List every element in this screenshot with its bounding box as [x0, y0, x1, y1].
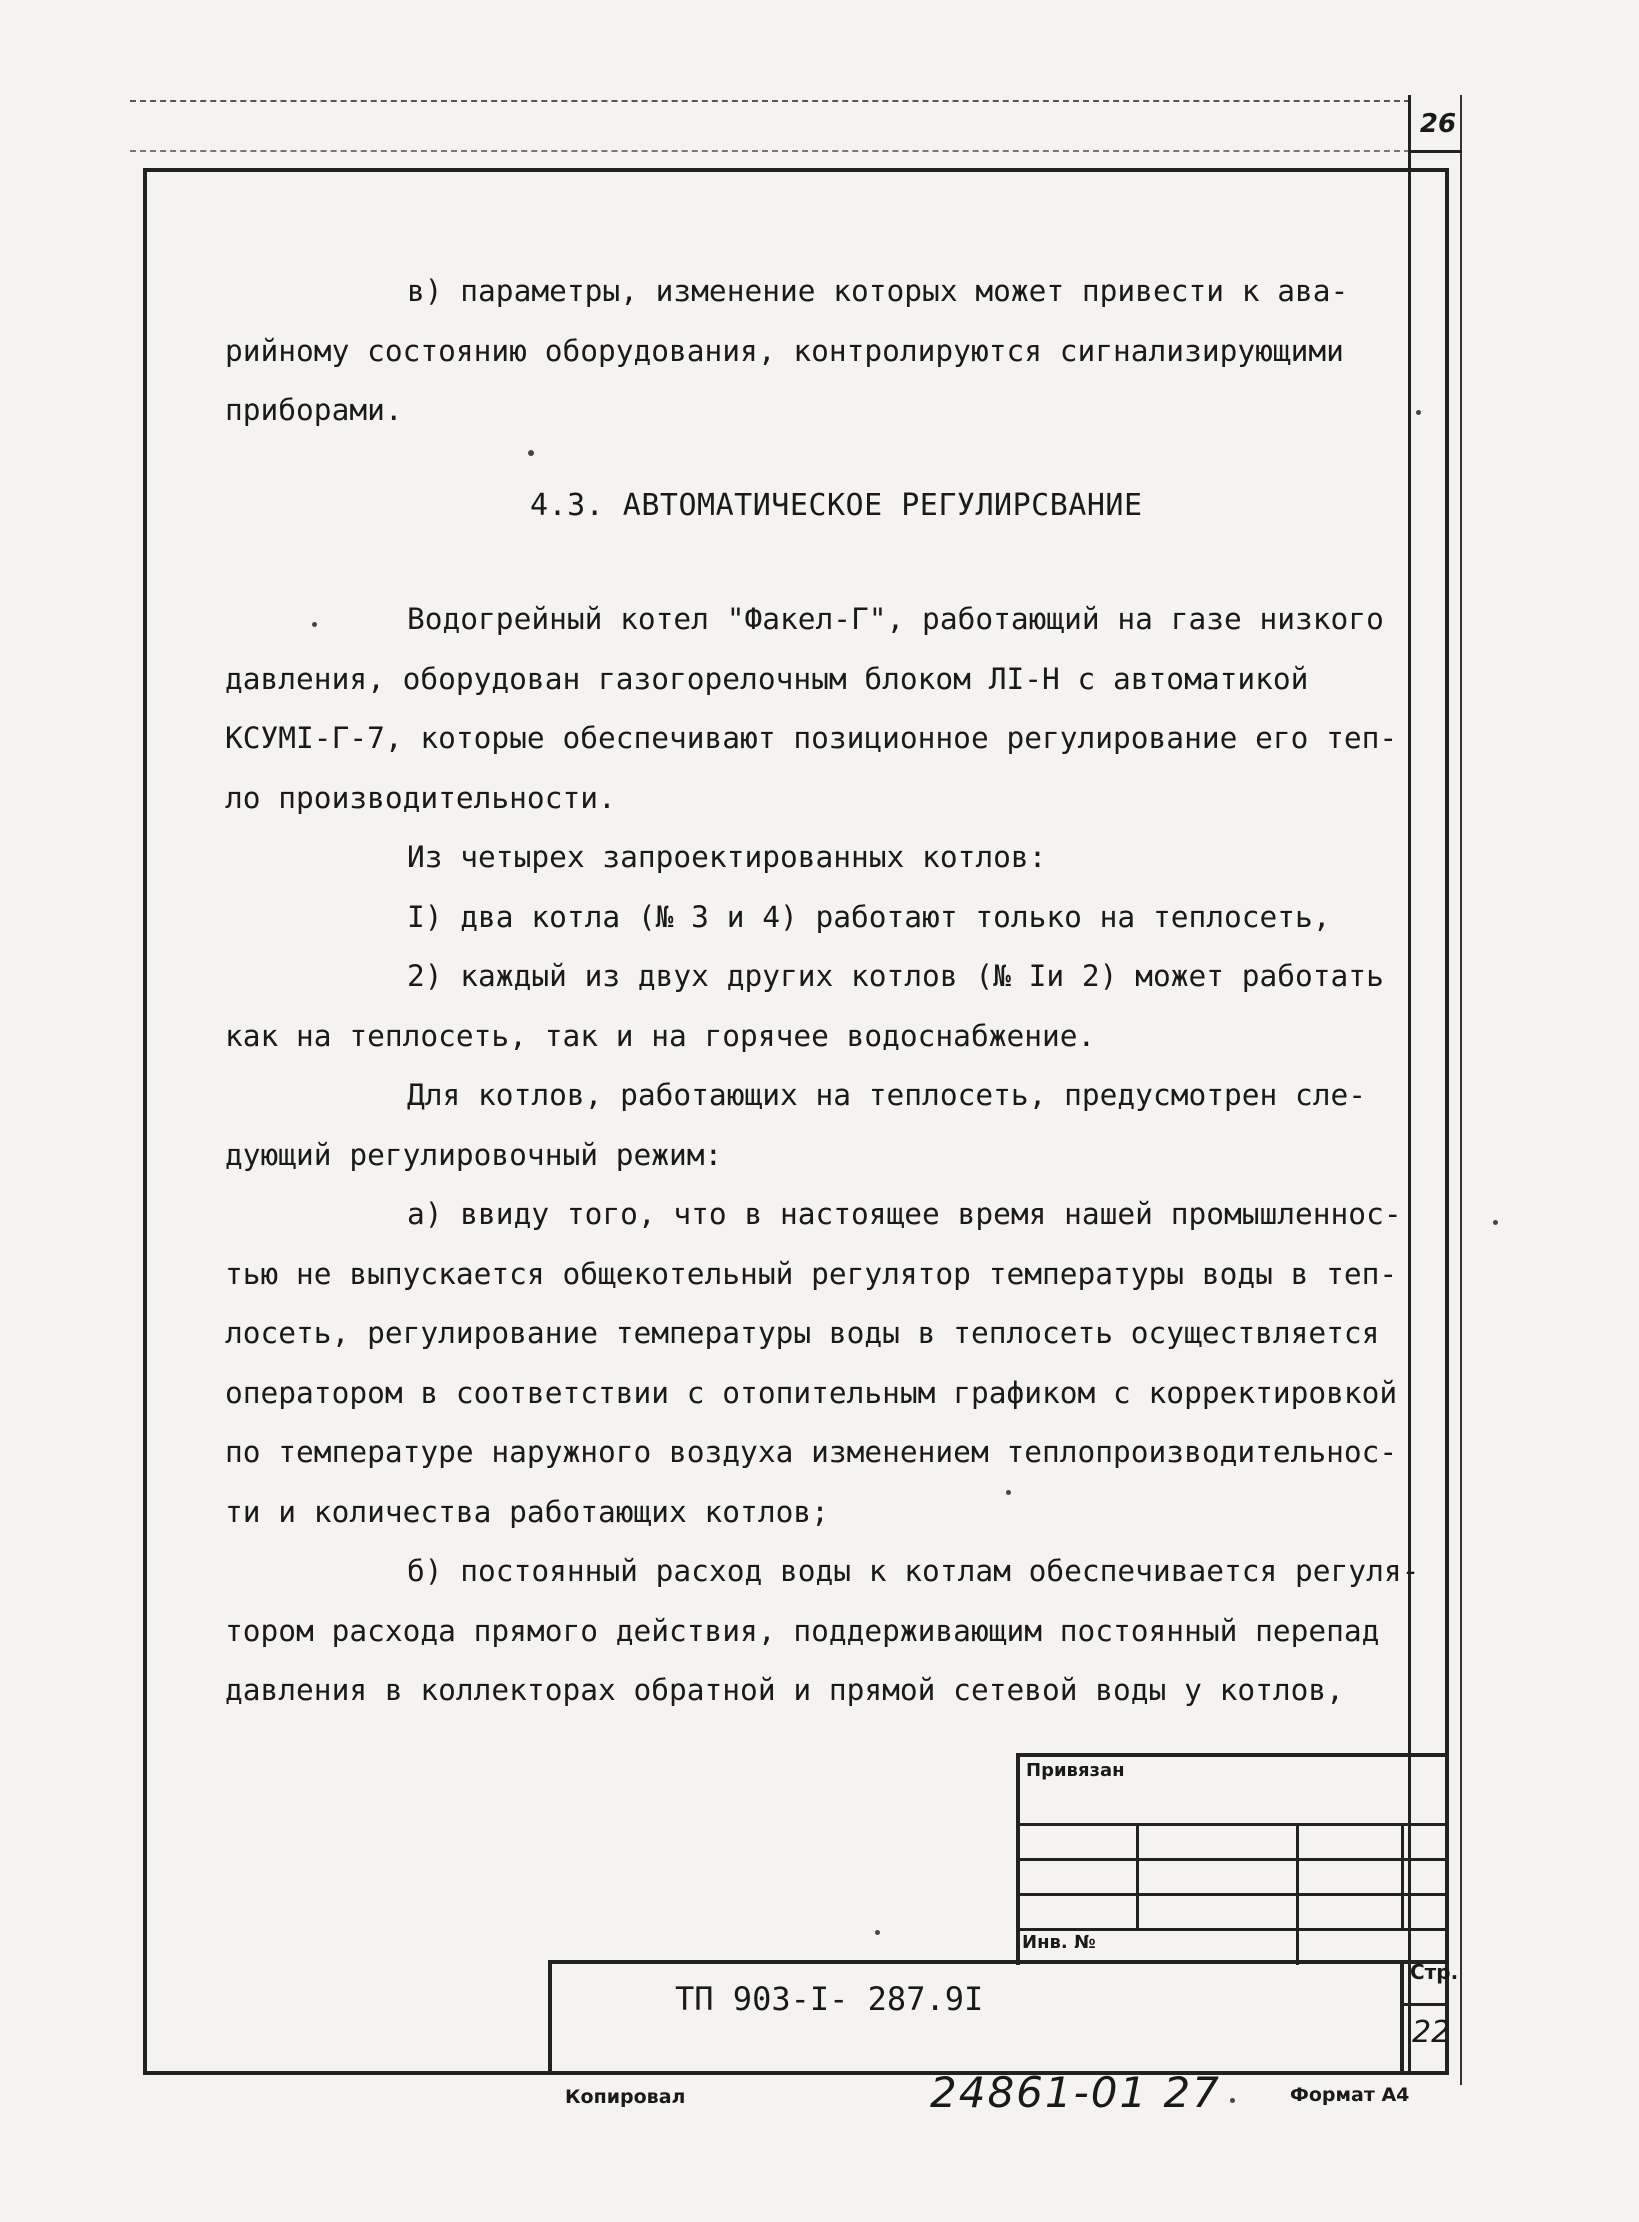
page-number: 22	[1412, 2015, 1451, 2050]
stamp-row-line	[1016, 1823, 1449, 1826]
scan-speck	[1416, 410, 1421, 415]
text-line: давления, оборудован газогорелочным блоком ЛI-Н с автоматикой	[225, 661, 1309, 696]
scan-speck	[528, 450, 534, 456]
text-line: 2) каждый из двух других котлов (№ Iи 2) может работать	[407, 959, 1384, 993]
text-line: дующий регулировочный режим:	[225, 1137, 723, 1172]
text-line: приборами.	[225, 393, 403, 427]
paragraph-intro	[225, 590, 1440, 828]
text-line: КСУМI-Г-7, которые обеспечивают позиционное регулирование его теп-	[225, 721, 1398, 755]
stamp-row-line	[1016, 1893, 1449, 1896]
section-heading: 4.3. АВТОМАТИЧЕСКОЕ РЕГУЛИРСВАНИЕ	[530, 488, 1143, 523]
boilers-item-1: I) два котла (№ 3 и 4) работают только на теплосеть,	[407, 899, 1331, 934]
boilers-intro: Из четырех запроектированных котлов:	[407, 840, 1047, 874]
body-text-section	[225, 590, 1440, 1721]
item-b	[225, 1542, 1440, 1721]
scan-speck	[312, 622, 317, 627]
sheet-number: 26	[1419, 109, 1457, 139]
text-line: давления в коллекторах обратной и прямой сетевой воды у котлов,	[225, 1673, 1344, 1707]
text-line: тором расхода прямого действия, поддерживающим постоянный перепад	[225, 1613, 1380, 1648]
text-line: тью не выпускается общекотельный регулятор температуры воды в теп-	[225, 1256, 1398, 1291]
text-line: по температуре наружного воздуха изменением теплопроизводительнос-	[225, 1435, 1398, 1469]
text-line: Водогрейный котел "Факел-Г", работающий на газе низкого	[407, 602, 1384, 636]
top-dashed-line	[130, 100, 1410, 102]
text-line: как на теплосеть, так и на горячее водоснабжение.	[225, 1018, 1096, 1053]
stamp-col-line	[1296, 1823, 1299, 1965]
scan-speck	[1230, 2098, 1235, 2103]
page-label: Стр.	[1410, 1960, 1459, 1984]
text-line: рийному состоянию оборудования, контролируются сигнализирующими	[225, 333, 1344, 368]
body-text	[225, 262, 1440, 441]
text-line: б) постоянный расход воды к котлам обеспечивается регуля-	[407, 1554, 1420, 1588]
document-code: ТП 903-I- 287.9I	[675, 1980, 984, 2018]
right-rule-outer	[1460, 95, 1462, 2085]
text-line: оператором в соответствии с отопительным графиком с корректировкой	[225, 1375, 1398, 1410]
stamp-col-line	[1401, 1823, 1404, 1928]
page-cell-divider	[1400, 2003, 1449, 2006]
text-line: в) параметры, изменение которых может привести к ава-	[407, 274, 1349, 308]
paragraph-v	[225, 262, 1440, 441]
privyazan-label: Привязан	[1026, 1760, 1125, 1781]
stamp-col-line	[1136, 1823, 1139, 1928]
scan-speck	[1006, 1490, 1011, 1495]
handwritten-archive-number: 24861-01 27	[930, 2068, 1222, 2117]
boilers-item-2	[225, 947, 1440, 1066]
inventory-number-label: Инв. №	[1022, 1932, 1096, 1953]
text-line: лосеть, регулирование температуры воды в теплосеть осуществляется	[225, 1316, 1380, 1350]
format-label: Формат А4	[1290, 2084, 1410, 2106]
text-line: Для котлов, работающих на теплосеть, предусмотрен сле-	[407, 1078, 1367, 1112]
stamp-row-line	[1016, 1928, 1449, 1931]
scan-speck	[875, 1930, 880, 1935]
copied-label: Копировал	[565, 2086, 686, 2108]
top-dashed-line-lower	[130, 150, 1410, 152]
text-line: ти и количества работающих котлов;	[225, 1494, 829, 1529]
item-a	[225, 1185, 1440, 1542]
text-line: а) ввиду того, что в настоящее время нашей промышленнос-	[407, 1197, 1402, 1231]
scan-speck	[1493, 1220, 1498, 1225]
stamp-row-line	[1016, 1858, 1449, 1861]
title-block-divider	[1400, 1960, 1404, 2075]
text-line: ло производительности.	[225, 780, 616, 815]
regime-intro	[225, 1066, 1440, 1185]
sheet-number-box-rule	[1408, 150, 1462, 153]
